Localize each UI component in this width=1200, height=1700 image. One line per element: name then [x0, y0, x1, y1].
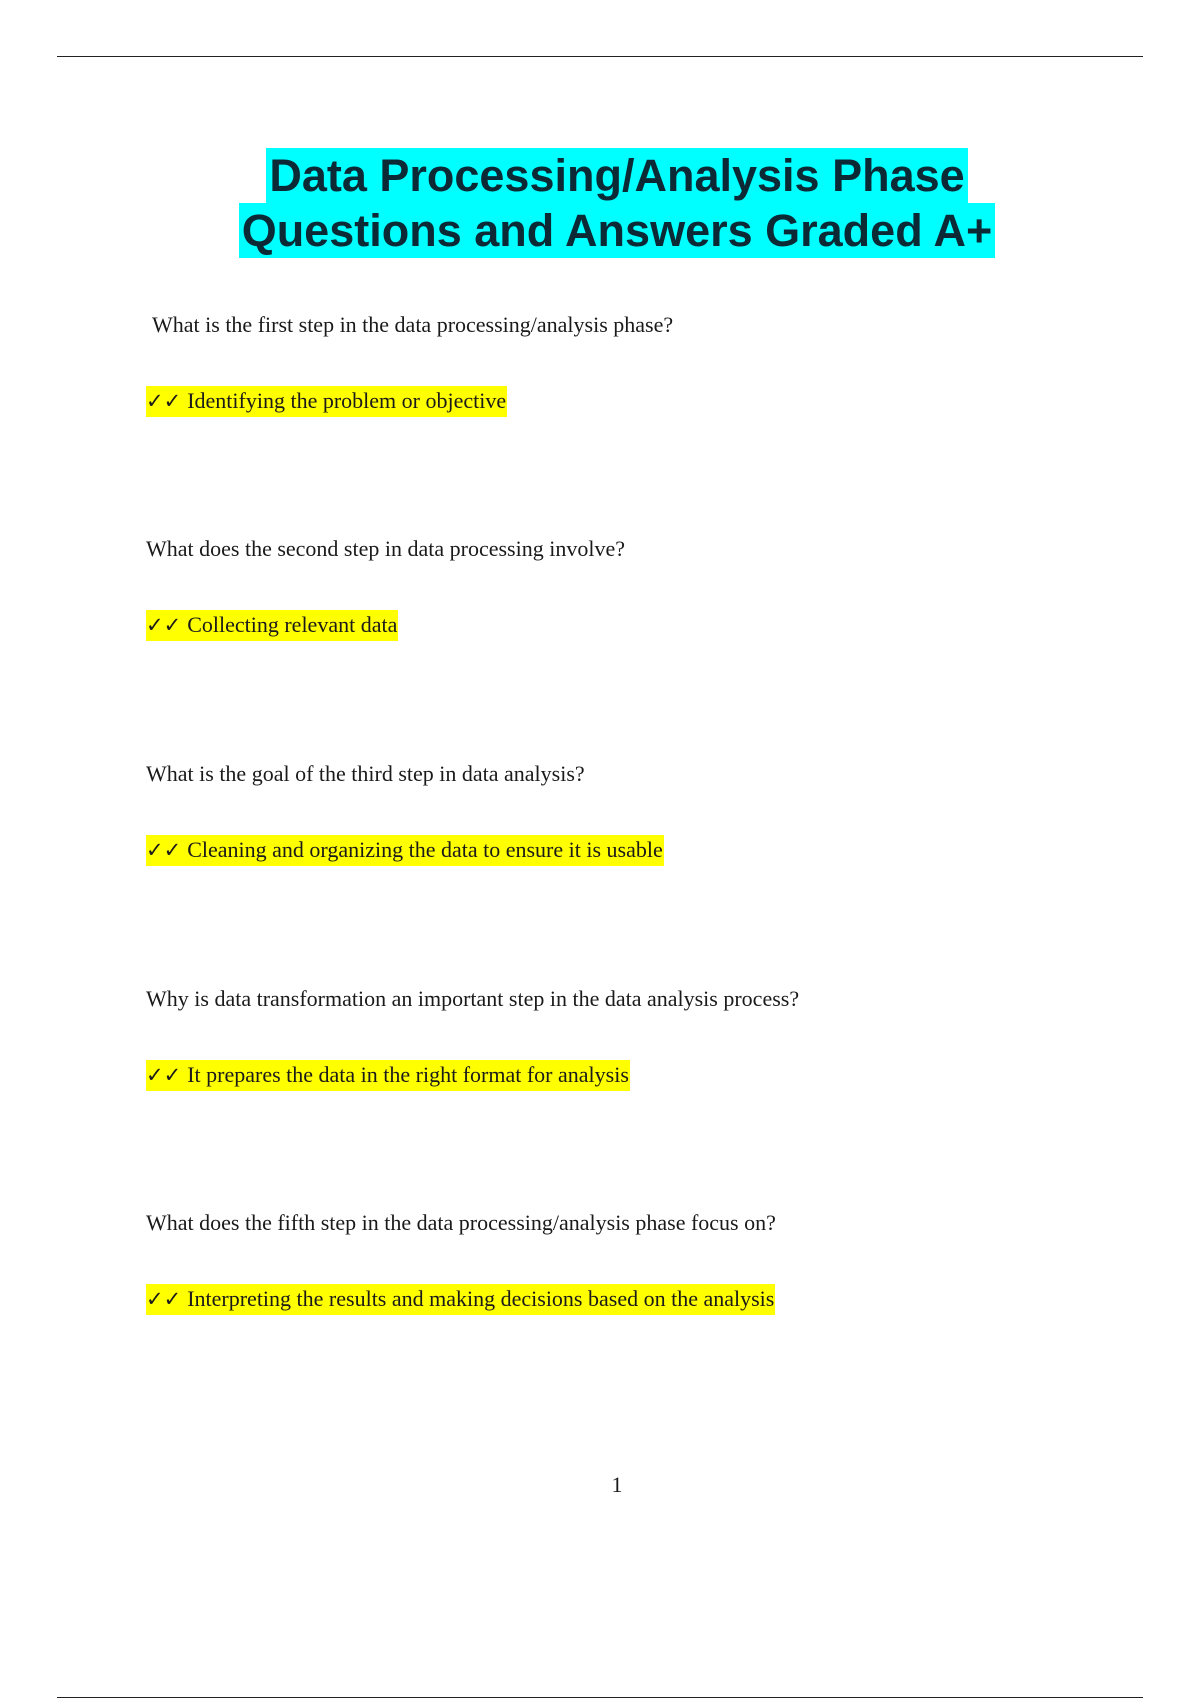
answer-5 [146, 1284, 775, 1315]
question-2: What does the second step in data processing involve? [146, 536, 625, 561]
check-icon: ✓✓ [146, 1063, 182, 1087]
check-icon: ✓✓ [146, 613, 182, 637]
question-1: What is the first step in the data processing/analysis phase? [152, 312, 674, 337]
page-number: 1 [611, 1472, 623, 1497]
answer-3 [146, 835, 664, 866]
question-5: What does the fifth step in the data processing/analysis phase focus on? [146, 1210, 776, 1235]
title-line-1: Data Processing/Analysis Phase [266, 148, 967, 203]
answer-1-text: Identifying the problem or objective [187, 388, 507, 413]
answer-2 [146, 610, 398, 641]
bottom-rule [57, 1697, 1143, 1698]
answer-3-text: Cleaning and organizing the data to ensure it is usable [187, 837, 663, 862]
document-title [0, 148, 1200, 258]
answer-1 [146, 386, 507, 417]
answer-5-text: Interpreting the results and making decisions based on the analysis [187, 1286, 775, 1311]
answer-4-text: It prepares the data in the right format for analysis [187, 1062, 629, 1087]
question-3: What is the goal of the third step in data analysis? [146, 761, 585, 786]
check-icon: ✓✓ [146, 1287, 182, 1311]
title-line-2: Questions and Answers Graded A+ [239, 203, 996, 258]
answer-2-text: Collecting relevant data [187, 612, 398, 637]
answer-4 [146, 1060, 630, 1091]
check-icon: ✓✓ [146, 838, 182, 862]
check-icon: ✓✓ [146, 389, 182, 413]
question-4: Why is data transformation an important step in the data analysis process? [146, 986, 800, 1011]
top-rule [57, 56, 1143, 57]
